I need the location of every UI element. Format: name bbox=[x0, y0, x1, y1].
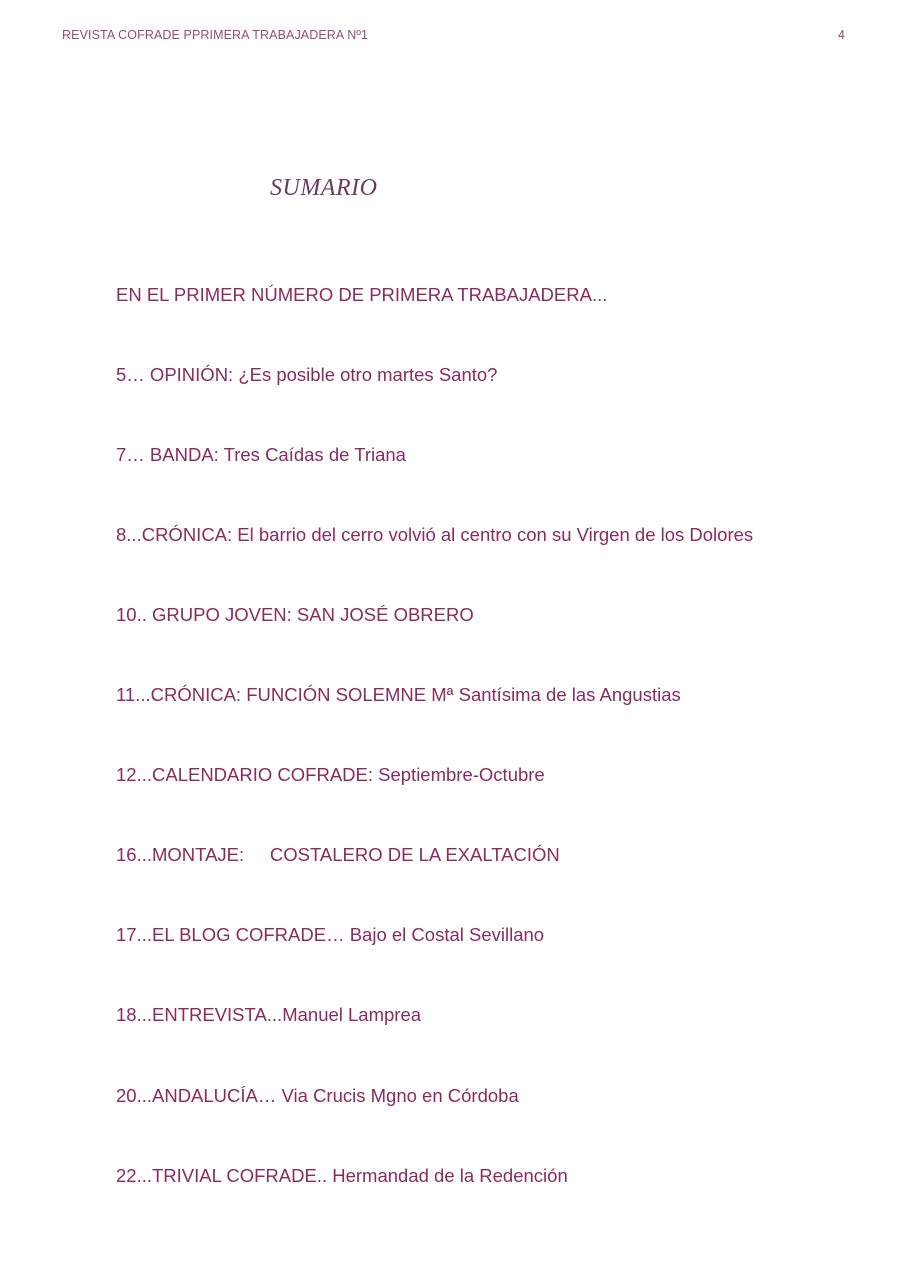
page-title: SUMARIO bbox=[270, 175, 378, 201]
toc-item-entrevista: 18...ENTREVISTA...Manuel Lamprea bbox=[116, 1004, 422, 1025]
page-number: 4 bbox=[838, 28, 845, 42]
toc-item-cronica-cerro: 8...CRÓNICA: El barrio del cerro volvió al centro con su Virgen de los Dolores bbox=[116, 524, 754, 545]
toc-item-intro: EN EL PRIMER NÚMERO DE PRIMERA TRABAJADERA... bbox=[116, 284, 608, 305]
toc-item-montaje: 16...MONTAJE: COSTALERO DE LA EXALTACIÓN bbox=[116, 844, 560, 865]
toc-item-grupo-joven: 10.. GRUPO JOVEN: SAN JOSÉ OBRERO bbox=[116, 604, 474, 625]
toc-item-opinion: 5… OPINIÓN: ¿Es posible otro martes Santo? bbox=[116, 364, 498, 385]
toc-item-blog: 17...EL BLOG COFRADE… Bajo el Costal Sevillano bbox=[116, 924, 545, 945]
toc-item-calendario: 12...CALENDARIO COFRADE: Septiembre-Octubre bbox=[116, 764, 545, 785]
toc-item-banda: 7… BANDA: Tres Caídas de Triana bbox=[116, 444, 406, 465]
toc-item-cronica-funcion: 11...CRÓNICA: FUNCIÓN SOLEMNE Mª Santísima de las Angustias bbox=[116, 684, 681, 705]
running-header-title: REVISTA COFRADE PPRIMERA TRABAJADERA Nº1 bbox=[62, 28, 369, 42]
toc-item-andalucia: 20...ANDALUCÍA… Via Crucis Mgno en Córdoba bbox=[116, 1085, 519, 1106]
toc-item-trivial: 22...TRIVIAL COFRADE.. Hermandad de la Redención bbox=[116, 1165, 568, 1186]
